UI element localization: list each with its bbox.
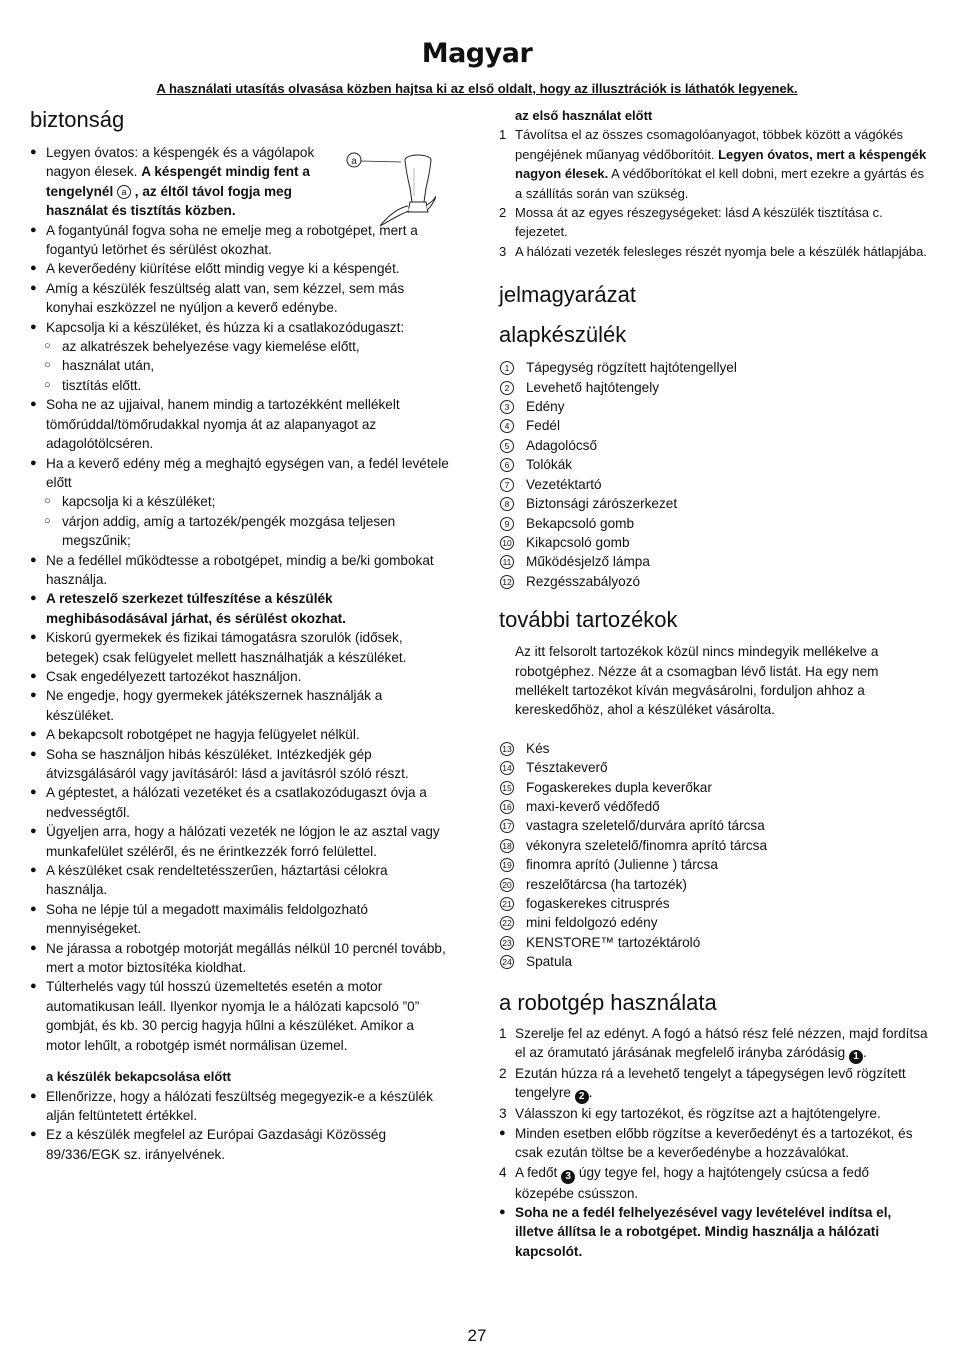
list-item: 3 A hálózati vezeték felesleges részét nyomja bele a készülék hátlapjába. — [499, 243, 927, 259]
list-item: ● Ne a fedéllel működtesse a robotgépet, mindig a be/ki gombokat használja. — [30, 551, 450, 590]
list-item: 1 Szerelje fel az edényt. A fogó a hátsó rész felé nézzen, majd fordítsa el az óramutató járásának megfelelő irányba záródásig 1 . — [499, 1025, 928, 1063]
blade-callout-label: a — [351, 156, 357, 167]
list-item: ○ kapcsolja ki a készüléket; — [30, 492, 450, 511]
list-item: 4 Fedél — [499, 416, 929, 435]
list-item: 9 Bekapcsoló gomb — [499, 514, 929, 533]
list-item: 19 finomra aprító (Julienne ) tárcsa — [499, 855, 929, 874]
base-unit-heading: alapkészülék — [499, 322, 627, 348]
list-item: 24 Spatula — [499, 952, 929, 971]
list-item: 4 A fedőt 3 úgy tegye fel, hogy a hajtótengely csúcsa a fedő közepébe csússzon. — [499, 1164, 870, 1201]
list-item: ● A bekapcsolt robotgépet ne hagyja felügyelet nélkül. — [30, 725, 450, 744]
list-item: ○ használat után, — [30, 356, 450, 375]
page-subtitle: A használati utasítás olvasása közben hajtsa ki az első oldalt, hogy az illusztrációk is láthatók legyenek. — [156, 81, 798, 96]
list-item: ● A keverőedény kiürítése előtt mindig vegye ki a késpengét. — [30, 259, 450, 278]
list-item: 3 Edény — [499, 397, 929, 416]
list-item: 2 Levehető hajtótengely — [499, 378, 929, 397]
accessories-list — [499, 739, 929, 972]
list-item: 14 Tésztakeverő — [499, 758, 929, 777]
list-item: ● Soha se használjon hibás készüléket. Intézkedjék gép átvizsgálásáról vagy javításáról: lásd a javításról szóló részt. — [30, 745, 450, 784]
list-item: ○ várjon addig, amíg a tartozék/pengék mozgása teljesen megszűnik; — [30, 512, 450, 551]
list-item: ○ az alkatrészek behelyezése vagy kiemelése előtt, — [30, 337, 450, 356]
list-item: ● Ha a keverő edény még a meghajtó egységen van, a fedél levétele előtt — [30, 454, 450, 493]
list-item: 15 Fogaskerekes dupla keverőkar — [499, 778, 929, 797]
page-title: Magyar — [421, 38, 533, 69]
list-item-warning: ● A reteszelő szerkezet túlfeszítése a készülék meghibásodásával járhat, és sérülést okozhat. — [30, 589, 450, 628]
list-item: 6 Tolókák — [499, 455, 929, 474]
step-3-badge: 3 — [561, 1170, 575, 1184]
accessories-intro: Az itt felsorolt tartozékok közül nincs mindegyik mellékelve a robotgéphez. Nézze át a csomagban lévő listát. Ha egy nem mellékelt tartozékot kíván megvásárolni, forduljon ahhoz a kereskedőhöz, ahol a készüléket vásárolta. — [515, 644, 879, 718]
right-column — [499, 106, 929, 1261]
list-item: 13 Kés — [499, 739, 929, 758]
list-item: ● Minden esetben előbb rögzítse a keverőedényt és a tartozékot, és csak ezután töltse be a keverőedénybe a hozzávalókat. — [499, 1124, 929, 1163]
list-item-warning: ● Soha ne a fedél felhelyezésével vagy levételével indítsa el, illetve állítsa le a robotgépet. Mindig használja a hálózati kapcsolót. — [499, 1203, 929, 1261]
list-item: ● A géptestet, a hálózati vezetéket és a csatlakozódugaszt óvja a nedvességtől. — [30, 783, 450, 822]
list-item: ● Kiskorú gyermekek és fizikai támogatásra szorulók (idősek, betegek) csak felügyelet mellett használhatják a készüléket. — [30, 628, 450, 667]
list-item: 1 Tápegység rögzített hajtótengellyel — [499, 358, 929, 377]
blade-illustration — [346, 150, 436, 239]
list-item: 16 maxi-keverő védőfedő — [499, 797, 929, 816]
usage-heading: a robotgép használata — [499, 989, 717, 1015]
list-item: 2 Ezután húzza rá a levehető tengelyt a tápegységen levő rögzített tengelyre 2 . — [499, 1066, 906, 1103]
list-item: 8 Biztonsági zárószerkezet — [499, 494, 929, 513]
unplug-sublist — [30, 337, 450, 395]
list-item: 12 Rezgésszabályozó — [499, 572, 929, 591]
list-item: 21 fogaskerekes citrusprés — [499, 894, 929, 913]
page-number: 27 — [467, 1326, 487, 1345]
list-item: ● Soha ne az ujjaival, hanem mindig a tartozékként mellékelt tömőrúddal/tömőrudakkal nyomja át az alapanyagot az adagolótölcséren. — [30, 395, 450, 453]
safety-list-3 — [30, 551, 450, 1056]
list-item: 5 Adagolócső — [499, 436, 929, 455]
usage-list-2 — [499, 1163, 929, 1203]
list-item: 23 KENSTORE™ tartozéktároló — [499, 933, 929, 952]
usage-bullet-2 — [499, 1203, 929, 1261]
usage-bullet-1 — [499, 1124, 929, 1163]
list-item: ● Ne engedje, hogy gyermekek játékszernek használják a készüléket. — [30, 686, 450, 725]
list-item: 3 Válasszon ki egy tartozékot, és rögzítse azt a hajtótengelyre. — [499, 1106, 881, 1122]
list-item: ● A készüléket csak rendeltetésszerűen, háztartási célokra használja. — [30, 861, 450, 900]
list-item: 2 Mossa át az egyes részegységeket: lásd A készülék tisztítása c. fejezetet. — [499, 205, 883, 240]
list-item: ○ tisztítás előtt. — [30, 376, 450, 395]
before-plug-list — [30, 1087, 450, 1165]
step-2-badge: 2 — [575, 1090, 589, 1104]
list-item: ● Ez a készülék megfelel az Európai Gazdasági Közösség 89/336/EGK sz. irányelvének. — [30, 1125, 450, 1164]
list-item: ● A fogantyúnál fogva soha ne emelje meg a robotgépet, mert a fogantyú letörhet és sérülést okozhat. — [30, 221, 450, 260]
base-parts-list — [499, 358, 929, 591]
list-item: 22 mini feldolgozó edény — [499, 913, 929, 932]
safety-heading: biztonság — [30, 107, 125, 132]
list-item: 17 vastagra szeletelő/durvára aprító tárcsa — [499, 816, 929, 835]
list-item: ● Amíg a készülék feszültség alatt van, sem kézzel, sem más konyhai eszközzel ne nyúljon a keverő edénybe. — [30, 279, 450, 318]
list-item: 11 Működésjelző lámpa — [499, 552, 929, 571]
list-item: 20 reszelőtárcsa (ha tartozék) — [499, 875, 929, 894]
accessories-heading: további tartozékok — [499, 607, 678, 633]
callout-a-marker: a — [117, 185, 131, 199]
first-use-heading: az első használat előtt — [515, 108, 653, 123]
list-item: ● Soha ne lépje túl a megadott maximális feldolgozható mennyiségeket. — [30, 900, 450, 939]
safety-list-2 — [30, 395, 450, 492]
list-item: 1 Távolítsa el az összes csomagolóanyagot, többek között a vágókés pengéjének műanyag védőborítóit. Legyen óvatos, mert a késpengék nagyon élesek. A védőborítókat el kell dobni, mert ezekre a gyártás és a szállítás során van szükség. — [499, 127, 927, 201]
before-plug-heading: a készülék bekapcsolása előtt — [46, 1069, 231, 1085]
lid-sublist — [30, 492, 450, 550]
blade-tool-icon — [346, 150, 436, 234]
list-item: ● Ellenőrizze, hogy a hálózati feszültség megegyezik-e a készülék alján feltüntetett értékkel. — [30, 1087, 450, 1126]
list-item: 10 Kikapcsoló gomb — [499, 533, 929, 552]
list-item: ● Csak engedélyezett tartozékot használjon. — [30, 667, 450, 686]
list-item: 18 vékonyra szeletelő/finomra aprító tárcsa — [499, 836, 929, 855]
safety-item-blade: ● Legyen óvatos: a késpengék és a vágólapok nagyon élesek. A késpengét mindig fent a tengelynél a , az éltől távol fogja meg használat és tisztítás közben. — [30, 143, 450, 221]
first-use-list — [499, 125, 929, 261]
list-item: 7 Vezetéktartó — [499, 475, 929, 494]
list-item: ● Kapcsolja ki a készüléket, és húzza ki a csatlakozódugaszt: — [30, 318, 450, 337]
list-item: ● Ügyeljen arra, hogy a hálózati vezeték ne lógjon le az asztal vagy munkafelület széléről, és ne érintkezzék forró felülettel. — [30, 822, 450, 861]
step-1-badge: 1 — [849, 1050, 863, 1064]
list-item: ● Ne járassa a robotgép motorját megállás nélkül 10 percnél tovább, mert a motor biztosítéka kioldhat. — [30, 939, 450, 978]
legend-heading: jelmagyarázat — [499, 282, 636, 308]
list-item: ● Túlterhelés vagy túl hosszú üzemeltetés esetén a motor automatikusan leáll. Ilyenkor nyomja le a hálózati kapcsoló ”0” gombját, és kb. 30 percig hagyja hűlni a készüléket. Amikor a motor lehűlt, a robotgép ismét normálisan üzemel. — [30, 977, 450, 1055]
left-column — [30, 106, 450, 1164]
usage-list — [499, 1024, 929, 1124]
